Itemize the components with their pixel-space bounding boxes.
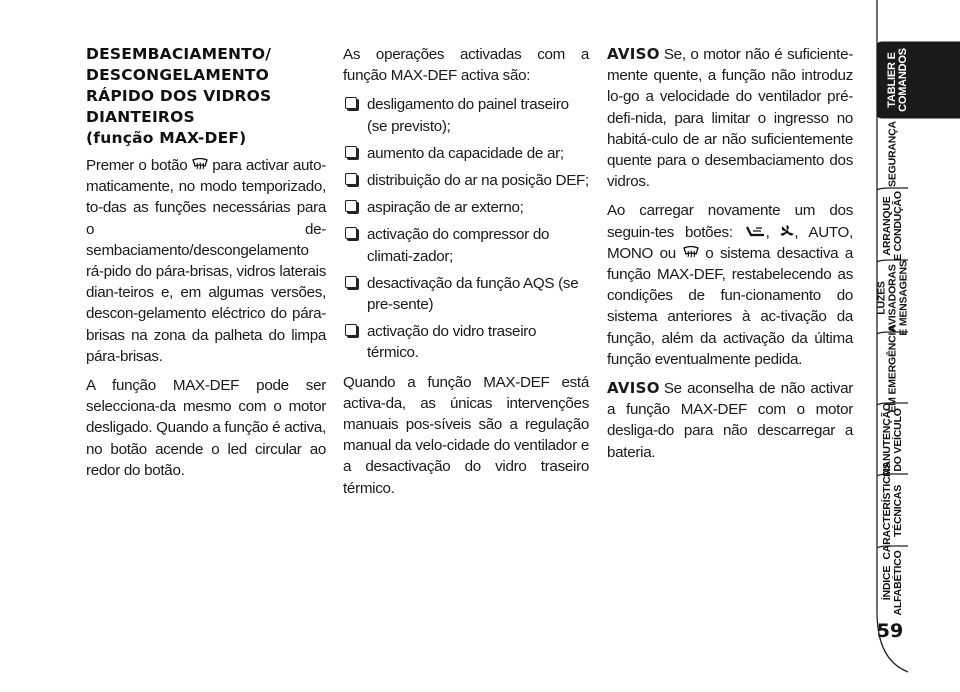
chapter-tabs — [868, 0, 960, 692]
tab-arranque-conducao[interactable]: ARRANQUE E CONDUÇÃO — [881, 191, 904, 261]
maxdef-paragraph: A função MAX-DEF pode ser selecciona-da mesmo com o motor desligado. Quando a função é activa, no botão acende o led circular ao redor do botão. — [86, 377, 326, 479]
deactivation-paragraph: Ao carregar novamente um dos seguin-tes botões: , , AUTO, MONO ou o sistema desactiva a função MAX-DEF, restabelecendo as condições de fun-cionamento do sistema anteriores à ac-tivação da função, além da activação da última função eventualmente pedida. — [607, 202, 854, 368]
max-def-icon — [683, 246, 699, 260]
checkbox-bullet-icon — [345, 227, 357, 239]
tab-tablier-comandos[interactable]: TABLIER E COMANDOS — [886, 48, 909, 112]
intro-paragraph: Premer o botão para activar auto-maticamente, no modo temporizado, to-das as funções necessárias para o de-sembaciamento/descongelamento rá-pido do pára-brisas, vidros laterais dian-teiros e, em algumas versões, descon-gelamento eléctrico do pára-brisas na zona da palheta do limpa pára-brisas. — [86, 157, 327, 365]
heading-line: DIANTEIROS — [86, 108, 195, 126]
column-middle — [343, 44, 589, 507]
fan-icon — [780, 225, 794, 239]
tab-seguranca[interactable]: SEGURANÇA — [886, 121, 899, 187]
list-item: distribuição do ar na posição DEF; — [343, 170, 589, 191]
operations-intro: As operações activadas com a função MAX-DEF activa são: — [343, 46, 589, 85]
checkbox-bullet-icon — [345, 173, 357, 185]
heading-line: DESCONGELAMENTO — [86, 66, 270, 84]
warning-paragraph: AVISO Se, o motor não é suficiente-mente quente, a função não introduz lo-go a velocidade do ventilador pré-defi-nida, para limitar o ingresso no habitá-culo de ar não suficientemente quente para o desembaciamento dos vidros. — [607, 45, 853, 191]
list-item: activação do compressor do climati-zador; — [343, 224, 589, 266]
list-item: aumento da capacidade de ar; — [343, 143, 589, 164]
tab-manutencao[interactable]: MANUTENÇÃO DO VEÍCULO — [881, 403, 904, 477]
closing-paragraph: Quando a função MAX-DEF está activa-da, as únicas intervenções manuais pos-síveis são a regulação manual da velo-cidade do ventilador e a desactivação do vidro traseiro térmico. — [343, 373, 589, 497]
page-number: 59 — [876, 620, 904, 642]
heading-line: DESEMBACIAMENTO/ — [86, 45, 272, 63]
tab-caracteristicas[interactable]: CARACTERÍSTICAS TÉCNICAS — [881, 462, 904, 560]
checkbox-bullet-icon — [345, 324, 357, 336]
checkbox-bullet-icon — [345, 97, 357, 109]
warning-paragraph: AVISO Se aconselha de não activar a função MAX-DEF com o motor desliga-do para não descarregar a bateria. — [607, 379, 853, 461]
column-left — [86, 44, 326, 489]
checkbox-bullet-icon — [345, 146, 357, 158]
list-item: desactivação da função AQS (se pre-sente) — [343, 273, 589, 315]
aviso-label: AVISO — [607, 379, 660, 398]
list-item: aspiração de ar externo; — [343, 197, 589, 218]
tab-luzes-avisadoras[interactable]: LUZES AVISADORAS E MENSAGENS — [875, 260, 910, 336]
heading-line: RÁPIDO DOS VIDROS — [86, 87, 272, 105]
list-item: desligamento do painel traseiro (se previsto); — [343, 94, 589, 136]
operations-list — [343, 94, 589, 363]
tab-em-emergencia[interactable]: EM EMERGÊNCIA — [886, 325, 899, 413]
max-def-icon — [192, 158, 208, 172]
tab-indice[interactable]: ÍNDICE ALFABÉTICO — [881, 550, 904, 616]
aviso-label: AVISO — [607, 45, 660, 63]
checkbox-bullet-icon — [345, 200, 357, 212]
checkbox-bullet-icon — [345, 276, 357, 288]
list-item: activação do vidro traseiro térmico. — [343, 321, 589, 363]
section-heading — [86, 44, 326, 149]
air-distribution-icon — [744, 225, 766, 239]
heading-line: (função MAX-DEF) — [86, 129, 247, 147]
column-right — [607, 44, 853, 471]
